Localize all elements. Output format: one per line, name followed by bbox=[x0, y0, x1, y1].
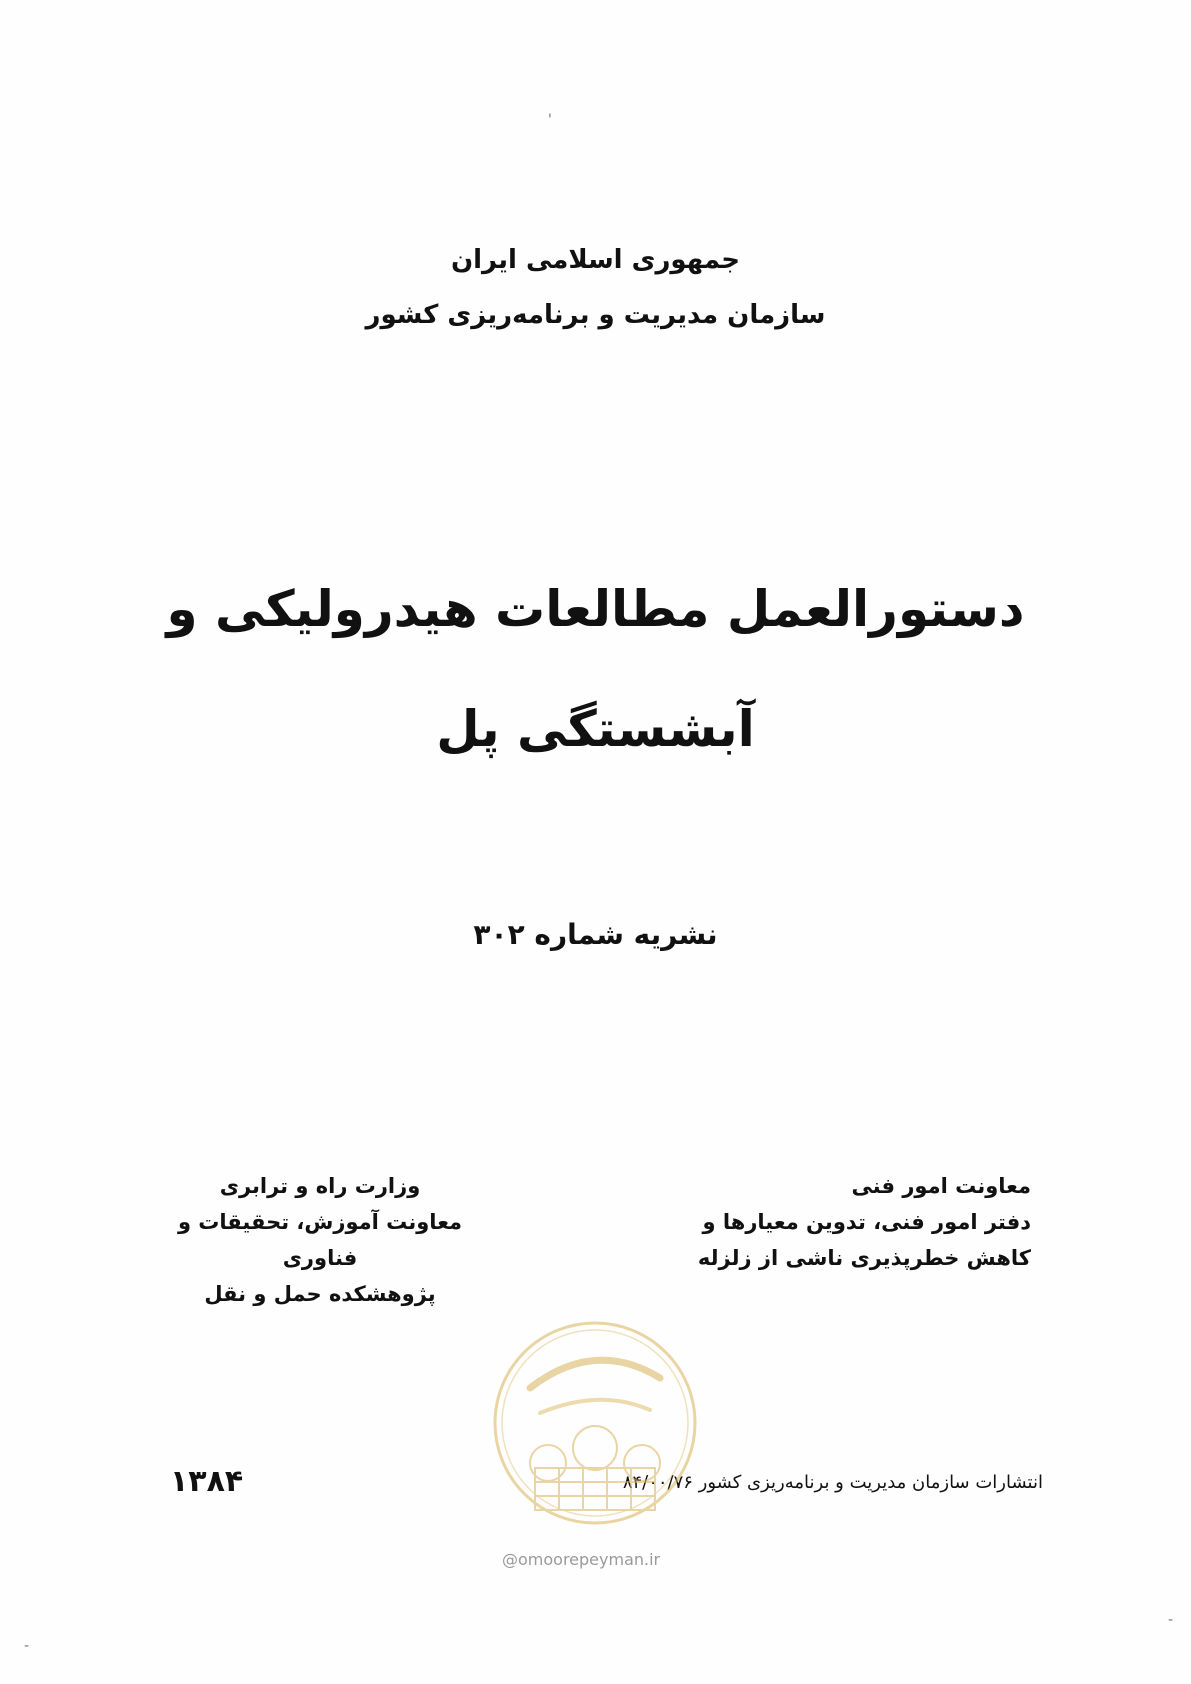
scan-speck: ' bbox=[548, 112, 552, 128]
header-country: جمهوری اسلامی ایران bbox=[450, 245, 741, 275]
header-organization: سازمان مدیریت و برنامه‌ریزی کشور bbox=[365, 300, 826, 330]
scan-mark-right: - bbox=[1168, 1612, 1174, 1628]
left-authority-block bbox=[160, 1168, 480, 1312]
watermark-url: @omoorepeyman.ir bbox=[502, 1550, 661, 1569]
left-block-line3: پژوهشکده حمل و نقل bbox=[204, 1282, 436, 1306]
left-block-line1: وزارت راه و ترابری bbox=[219, 1174, 421, 1198]
watermark-seal-icon bbox=[490, 1318, 700, 1528]
right-block-line3: کاهش خطرپذیری ناشی از زلزله bbox=[697, 1246, 1031, 1270]
publisher-line: انتشارات سازمان مدیریت و برنامه‌ریزی کشور ۸۴/۰۰/۷۶ bbox=[622, 1472, 1043, 1493]
document-title-line2: آبشستگی پل bbox=[436, 700, 755, 758]
publication-year: ۱۳۸۴ bbox=[170, 1464, 244, 1499]
document-title-line1: دستورالعمل مطالعات هیدرولیکی و bbox=[166, 580, 1025, 638]
right-block-line2: دفتر امور فنی، تدوین معیارها و bbox=[702, 1210, 1031, 1234]
left-block-line2: معاونت آموزش، تحقیقات و فناوری bbox=[177, 1210, 463, 1270]
scan-mark: ‐ bbox=[24, 1638, 30, 1654]
right-authority-block bbox=[671, 1168, 1031, 1276]
right-block-line1: معاونت امور فنی bbox=[851, 1174, 1031, 1198]
publication-number: نشریه شماره ۳۰۲ bbox=[473, 918, 718, 951]
